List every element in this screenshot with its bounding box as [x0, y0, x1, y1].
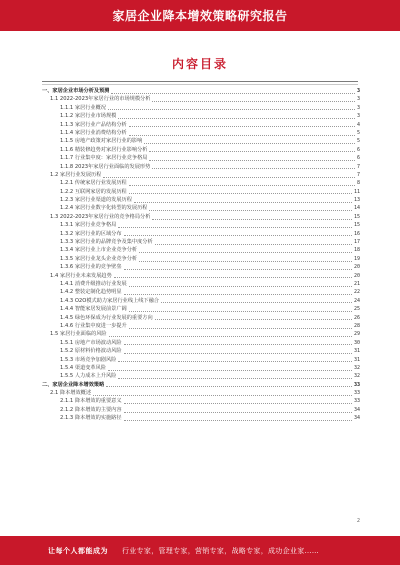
toc-entry-label: 2.1.1 降本增效的重要意义	[60, 398, 122, 405]
toc-entry[interactable]	[42, 87, 360, 95]
toc-leader-dots	[139, 261, 352, 262]
footer-tags: 行业专家，管理专家，营销专家，战略专家，成功企业家……	[122, 546, 320, 555]
toc-leader-dots	[114, 277, 352, 278]
toc-leader-dots	[129, 286, 352, 287]
toc-leader-dots	[129, 328, 352, 329]
toc-entry[interactable]	[42, 339, 360, 347]
toc-leader-dots	[108, 370, 352, 371]
toc-leader-dots	[152, 168, 355, 169]
toc-leader-dots	[129, 126, 355, 127]
toc-entry[interactable]	[42, 179, 360, 187]
toc-leader-dots	[93, 395, 352, 396]
toc-entry-page: 34	[353, 406, 360, 413]
toc-entry-page: 28	[353, 322, 360, 329]
toc-entry-label: 2.1 降本增效概述	[50, 390, 92, 397]
toc-entry[interactable]	[42, 406, 360, 414]
toc-entry-page: 6	[356, 146, 360, 153]
toc-entry[interactable]	[42, 221, 360, 229]
toc-leader-dots	[118, 378, 352, 379]
toc-entry-label: 1.4.1 消费升级推动行业发展	[60, 280, 127, 287]
toc-entry-page: 33	[353, 381, 360, 388]
toc-entry-page: 31	[353, 356, 360, 363]
toc-entry[interactable]	[42, 414, 360, 422]
toc-entry-label: 1.1.8 2023年家居行业面临的发展形势	[60, 163, 151, 170]
toc-leader-dots	[149, 151, 355, 152]
toc-entry-label: 1.4.2 整装定制化趋势明显	[60, 289, 122, 296]
toc-entry[interactable]	[42, 356, 360, 364]
toc-divider-secondary	[42, 84, 358, 85]
toc-entry-page: 20	[353, 264, 360, 271]
toc-entry-label: 1.5.5 人力成本上升风险	[60, 373, 117, 380]
toc-entry[interactable]	[42, 129, 360, 137]
toc-entry-label: 1.4.3 O2O模式助力家居行业线上线下融合	[60, 297, 159, 304]
toc-entry[interactable]	[42, 204, 360, 212]
toc-leader-dots	[108, 109, 355, 110]
toc-entry[interactable]	[42, 154, 360, 162]
toc-entry-page: 17	[353, 239, 360, 246]
toc-entry-label: 1.2.3 家居行业渠道的发展历程	[60, 197, 132, 204]
toc-leader-dots	[103, 177, 355, 178]
toc-entry-page: 5	[356, 138, 360, 145]
toc-divider	[42, 81, 358, 82]
toc-entry-page: 7	[356, 163, 360, 170]
toc-entry[interactable]	[42, 272, 360, 280]
toc-leader-dots	[111, 93, 355, 94]
toc-entry-page: 21	[353, 280, 360, 287]
toc-leader-dots	[134, 202, 352, 203]
toc-entry-page: 19	[353, 255, 360, 262]
page-number: 2	[356, 518, 360, 524]
report-header	[0, 0, 400, 31]
toc-entry[interactable]	[42, 330, 360, 338]
toc-entry-label: 1.3.5 家居行业龙头企业竞争分析	[60, 255, 138, 262]
toc-title: 内容目录	[171, 57, 228, 71]
toc-entry-label: 1.4.5 绿色环保成为行业发展的重要方向	[60, 314, 153, 321]
toc-entry-label: 1.1.3 家居行业产品结构分析	[60, 121, 127, 128]
toc-entry-page: 32	[353, 364, 360, 371]
toc-entry[interactable]	[42, 171, 360, 179]
toc-leader-dots	[129, 193, 352, 194]
toc-entry-page: 4	[356, 121, 360, 128]
toc-entry[interactable]	[42, 280, 360, 288]
toc-leader-dots	[124, 412, 352, 413]
toc-leader-dots	[124, 235, 352, 236]
toc-entry-page: 26	[353, 314, 360, 321]
toc-entry-label: 1.1 2022-2023年家居行业的市场规模分析	[50, 96, 151, 103]
toc-entry-label: 1.3.1 家居行业竞争格局	[60, 222, 117, 229]
toc-entry-label: 1.2.4 家居行业数字化转型的发展历程	[60, 205, 148, 212]
toc-entry-page: 34	[353, 415, 360, 422]
toc-entry[interactable]	[42, 213, 360, 221]
toc-entry-page: 8	[356, 180, 360, 187]
toc-leader-dots	[129, 311, 352, 312]
toc-entry[interactable]	[42, 230, 360, 238]
toc-entry-page: 13	[353, 197, 360, 204]
toc-entry-label: 1.5.1 房地产市场波动风险	[60, 339, 122, 346]
toc-entry-page: 31	[353, 348, 360, 355]
toc-entry[interactable]	[42, 297, 360, 305]
toc-leader-dots	[124, 420, 352, 421]
toc-entry-page: 33	[353, 398, 360, 405]
toc-entry-page: 30	[353, 339, 360, 346]
toc-entry-label: 二、家居企业降本增效策略	[42, 381, 105, 388]
report-title: 家居企业降本增效策略研究报告	[112, 9, 288, 23]
toc-entry-page: 29	[353, 331, 360, 338]
toc-entry[interactable]	[42, 238, 360, 246]
toc-leader-dots	[118, 227, 352, 228]
toc-entry[interactable]	[42, 95, 360, 103]
toc-leader-dots	[152, 219, 352, 220]
toc-entry[interactable]	[42, 397, 360, 405]
toc-entry-label: 1.1.5 房地产政策对家居行业的影响	[60, 138, 143, 145]
toc-entry-label: 1.3.4 家居行业上市企业竞争分析	[60, 247, 138, 254]
toc-entry-page: 20	[353, 272, 360, 279]
toc-leader-dots	[155, 244, 352, 245]
toc-leader-dots	[152, 101, 355, 102]
toc-leader-dots	[124, 353, 352, 354]
toc-entry[interactable]	[42, 196, 360, 204]
table-of-contents	[42, 87, 360, 482]
toc-entry[interactable]	[42, 255, 360, 263]
toc-entry-label: 1.5.4 渠道变革风险	[60, 364, 106, 371]
toc-entry[interactable]	[42, 104, 360, 112]
toc-entry[interactable]	[42, 112, 360, 120]
toc-leader-dots	[106, 386, 352, 387]
toc-entry-page: 15	[353, 222, 360, 229]
toc-entry-label: 1.4.4 智能家居发展前景广阔	[60, 306, 127, 313]
toc-leader-dots	[144, 143, 355, 144]
toc-entry-label: 2.1.3 降本增效的实施路径	[60, 415, 122, 422]
toc-entry[interactable]	[42, 121, 360, 129]
toc-entry-label: 1.2 家居行业发展历程	[50, 171, 102, 178]
toc-entry[interactable]	[42, 314, 360, 322]
toc-entry-label: 1.3.6 家居行业的竞争壁垒	[60, 264, 122, 271]
toc-entry-label: 2.1.2 降本增效的主要内容	[60, 406, 122, 413]
toc-entry-page: 25	[353, 306, 360, 313]
toc-entry-label: 1.4 家居行业未来发展趋势	[50, 272, 112, 279]
toc-entry-label: 1.3.3 家居行业的品牌竞争及集中度分析	[60, 239, 153, 246]
toc-entry-page: 3	[356, 104, 360, 111]
report-footer	[0, 536, 400, 565]
toc-entry[interactable]	[42, 305, 360, 313]
toc-entry[interactable]	[42, 381, 360, 389]
toc-entry[interactable]	[42, 263, 360, 271]
toc-entry[interactable]	[42, 322, 360, 330]
toc-entry-page: 7	[356, 171, 360, 178]
toc-entry-page: 14	[353, 205, 360, 212]
toc-entry-page: 3	[356, 88, 360, 94]
toc-leader-dots	[109, 336, 352, 337]
toc-entry-label: 1.1.2 家居行业市场规模	[60, 113, 117, 120]
toc-entry-page: 24	[353, 297, 360, 304]
toc-entry-page: 33	[353, 390, 360, 397]
toc-entry-label: 1.3.2 家居行业的区域分布	[60, 230, 122, 237]
toc-leader-dots	[149, 210, 351, 211]
toc-entry[interactable]	[42, 364, 360, 372]
toc-entry[interactable]	[42, 137, 360, 145]
toc-leader-dots	[129, 185, 355, 186]
toc-entry-label: 1.5.2 原材料价格波动风险	[60, 348, 122, 355]
toc-entry-page: 3	[356, 96, 360, 103]
toc-entry-page: 6	[356, 155, 360, 162]
toc-entry-page: 3	[356, 113, 360, 120]
toc-entry[interactable]	[42, 288, 360, 296]
toc-entry-page: 32	[353, 373, 360, 380]
toc-entry[interactable]	[42, 188, 360, 196]
toc-entry[interactable]	[42, 372, 360, 380]
toc-entry-label: 1.1.6 精装修趋势对家居行业影响分析	[60, 146, 148, 153]
toc-leader-dots	[139, 252, 352, 253]
toc-entry-page: 11	[353, 188, 360, 195]
toc-entry-label: 1.5 家居行业面临的风险	[50, 331, 107, 338]
toc-entry-label: 1.5.3 市场竞争加剧风险	[60, 356, 117, 363]
toc-leader-dots	[118, 118, 355, 119]
toc-leader-dots	[161, 302, 352, 303]
toc-leader-dots	[124, 344, 352, 345]
toc-entry-page: 16	[353, 230, 360, 237]
toc-entry-page: 15	[353, 213, 360, 220]
toc-leader-dots	[155, 319, 352, 320]
toc-leader-dots	[118, 361, 352, 362]
toc-entry[interactable]	[42, 163, 360, 171]
toc-entry-label: 1.4.6 行业集中度进一步提升	[60, 322, 127, 329]
toc-entry-label: 1.1.1 家居行业概况	[60, 104, 106, 111]
toc-entry-label: 一、家居企业市场分析及预测	[42, 88, 110, 94]
toc-entry-label: 1.2.2 互联网家居的发展历程	[60, 188, 127, 195]
toc-entry-page: 22	[353, 289, 360, 296]
toc-leader-dots	[124, 294, 352, 295]
toc-entry[interactable]	[42, 246, 360, 254]
toc-leader-dots	[129, 135, 355, 136]
toc-entry[interactable]	[42, 146, 360, 154]
toc-entry-label: 1.3 2022-2023年家居行业的竞争格局分析	[50, 213, 151, 220]
toc-entry-label: 1.1.4 家居行业消费结构分析	[60, 129, 127, 136]
toc-entry-label: 1.2.1 传统家居行业发展历程	[60, 180, 127, 187]
toc-entry[interactable]	[42, 347, 360, 355]
toc-leader-dots	[124, 269, 352, 270]
toc-entry-label: 1.1.7 行业集中度：家居行业竞争格局	[60, 155, 148, 162]
toc-leader-dots	[124, 403, 352, 404]
toc-entry-page: 5	[356, 129, 360, 136]
toc-entry[interactable]	[42, 389, 360, 397]
toc-entry-page: 18	[353, 247, 360, 254]
footer-slogan: 让每个人都能成为	[48, 546, 108, 555]
toc-leader-dots	[149, 160, 355, 161]
